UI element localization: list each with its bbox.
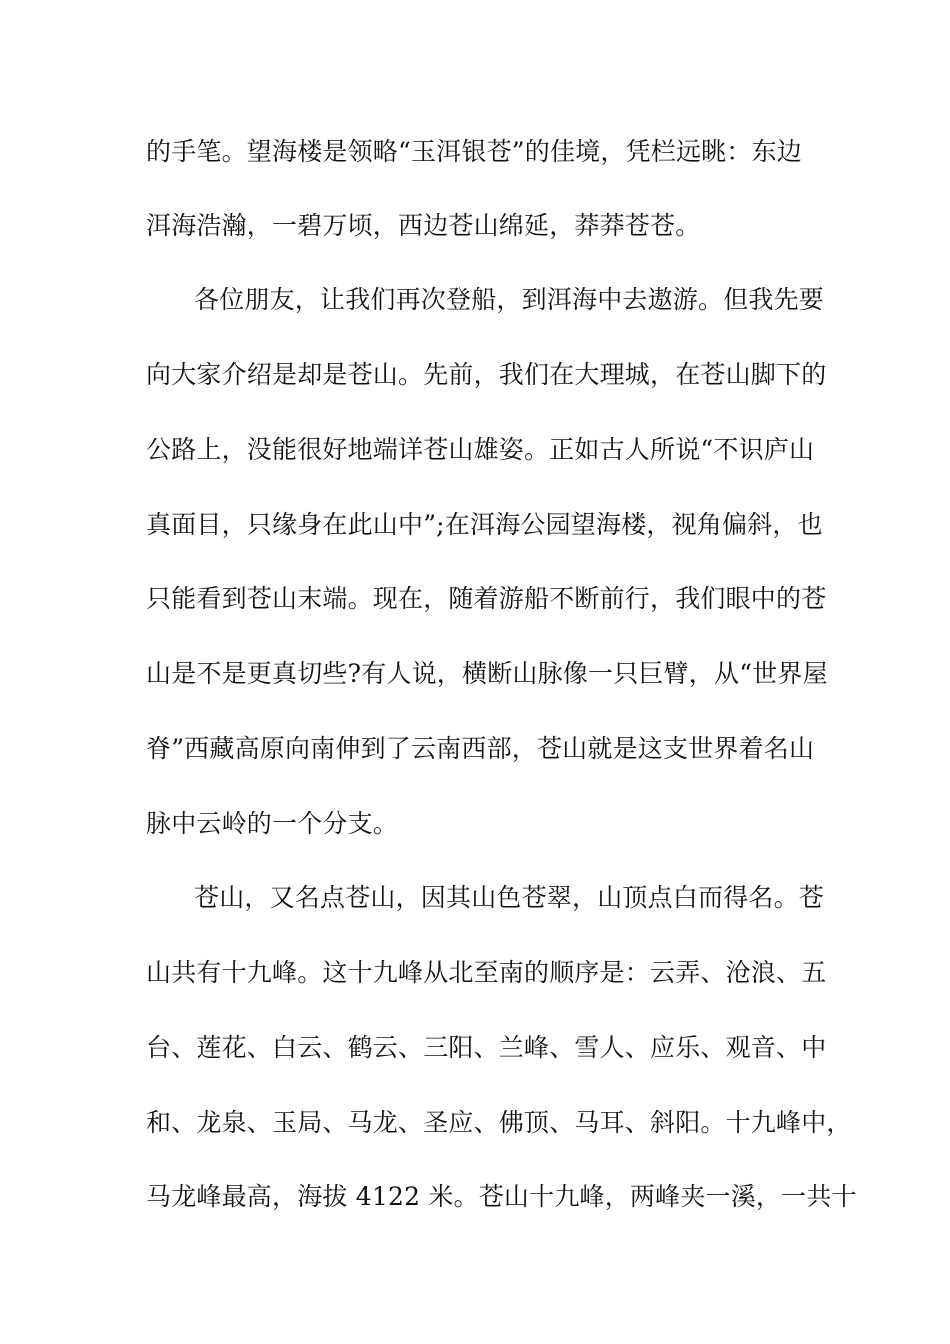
text-line-13: 台、莲花、白云、鹤云、三阳、兰峰、雪人、应乐、观音、中: [146, 1033, 827, 1062]
text-line-7: 只能看到苍山末端。现在，随着游船不断前行，我们眼中的苍: [146, 584, 827, 613]
text-line-8: 山是不是更真切些?有人说，横断山脉像一只巨臂，从“世界屋: [146, 659, 828, 688]
text-line-10: 脉中云岭的一个分支。: [146, 809, 399, 838]
text-line-4: 向大家介绍是却是苍山。先前，我们在大理城，在苍山脚下的: [146, 360, 827, 389]
text-line-2: 洱海浩瀚，一碧万顷，西边苍山绵延，莽莽苍苍。: [146, 211, 701, 240]
text-line-14: 和、龙泉、玉局、马龙、圣应、佛顶、马耳、斜阳。十九峰中，: [146, 1108, 852, 1137]
text-line-15: 马龙峰最高，海拔 4122 米。苍山十九峰，两峰夹一溪，一共十: [146, 1182, 857, 1211]
text-line-3: 各位朋友，让我们再次登船，到洱海中去遨游。但我先要: [194, 285, 825, 314]
text-line-1: 的手笔。望海楼是领略“玉洱银苍”的佳境，凭栏远眺：东边: [146, 137, 802, 166]
text-line-6: 真面目，只缘身在此山中”;在洱海公园望海楼，视角偏斜，也: [146, 510, 823, 539]
text-line-9: 脊”西藏高原向南伸到了云南西部，苍山就是这支世界着名山: [146, 734, 815, 763]
text-line-11: 苍山，又名点苍山，因其山色苍翠，山顶点白而得名。苍: [194, 883, 825, 912]
text-line-5: 公路上，没能很好地端详苍山雄姿。正如古人所说“不识庐山: [146, 435, 815, 464]
text-line-12: 山共有十九峰。这十九峰从北至南的顺序是：云弄、沧浪、五: [146, 958, 827, 987]
